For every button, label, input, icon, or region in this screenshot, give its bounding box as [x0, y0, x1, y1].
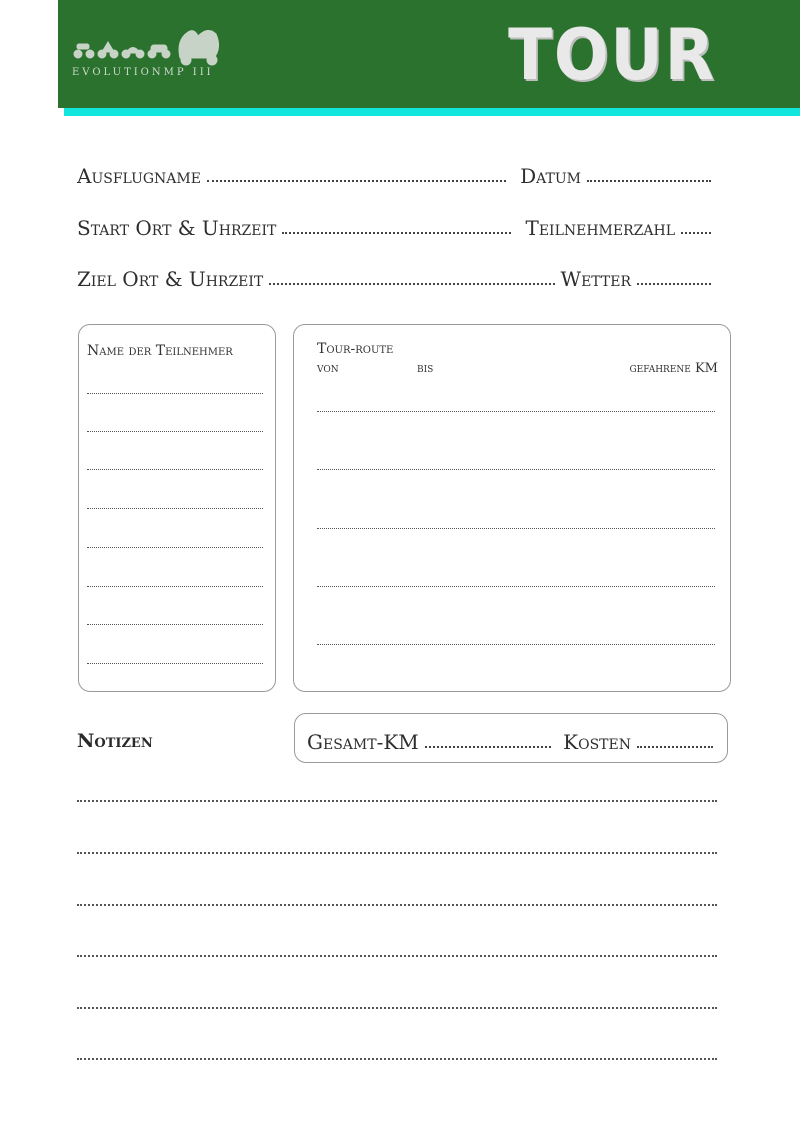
teilnehmerzahl-label: Teilnehmerzahl [525, 216, 675, 240]
note-line[interactable] [77, 1058, 717, 1060]
note-line[interactable] [77, 800, 717, 802]
participant-line[interactable] [87, 547, 263, 548]
participant-line[interactable] [87, 508, 263, 509]
route-line[interactable] [317, 586, 715, 587]
route-line[interactable] [317, 411, 715, 412]
wetter-field[interactable] [637, 283, 711, 285]
row-start [77, 214, 717, 240]
kosten-label: Kosten [563, 730, 631, 754]
participant-line[interactable] [87, 586, 263, 587]
participant-line[interactable] [87, 663, 263, 664]
route-box [293, 324, 731, 692]
route-line[interactable] [317, 644, 715, 645]
route-line[interactable] [317, 528, 715, 529]
route-von-label: von [317, 361, 339, 376]
participants-title: Name der Teilnehmer [87, 343, 233, 359]
participant-line[interactable] [87, 431, 263, 432]
datum-field[interactable] [587, 180, 711, 182]
gesamt-km-label: Gesamt-KM [307, 730, 419, 754]
ausflugname-label: Ausflugname [77, 164, 201, 188]
notes-title: Notizen [77, 730, 153, 752]
participant-line[interactable] [87, 469, 263, 470]
teilnehmerzahl-field[interactable] [681, 232, 711, 234]
ausflugname-field[interactable] [207, 180, 506, 182]
route-km-label: gefahrene KM [629, 361, 718, 376]
note-line[interactable] [77, 852, 717, 854]
route-bis-label: bis [417, 361, 434, 376]
participants-box [78, 324, 276, 692]
row-ziel [77, 265, 717, 291]
route-line[interactable] [317, 469, 715, 470]
note-line[interactable] [77, 1007, 717, 1009]
page-title: TOUR [508, 14, 716, 96]
participant-line[interactable] [87, 393, 263, 394]
note-line[interactable] [77, 955, 717, 957]
ziel-field[interactable] [269, 283, 554, 285]
row-ausflugname [77, 162, 717, 188]
start-field[interactable] [282, 232, 511, 234]
note-line[interactable] [77, 904, 717, 906]
ziel-label: Ziel Ort & Uhrzeit [77, 267, 264, 291]
summary-row [307, 728, 719, 754]
participant-line[interactable] [87, 624, 263, 625]
accent-bar [64, 108, 800, 116]
brand-name: EVOLUTIONMP III [72, 67, 214, 78]
start-label: Start Ort & Uhrzeit [77, 216, 277, 240]
kosten-field[interactable] [637, 746, 713, 748]
route-title: Tour-route [317, 341, 394, 357]
datum-label: Datum [520, 164, 581, 188]
gesamt-km-field[interactable] [425, 746, 551, 748]
wetter-label: Wetter [560, 267, 631, 291]
